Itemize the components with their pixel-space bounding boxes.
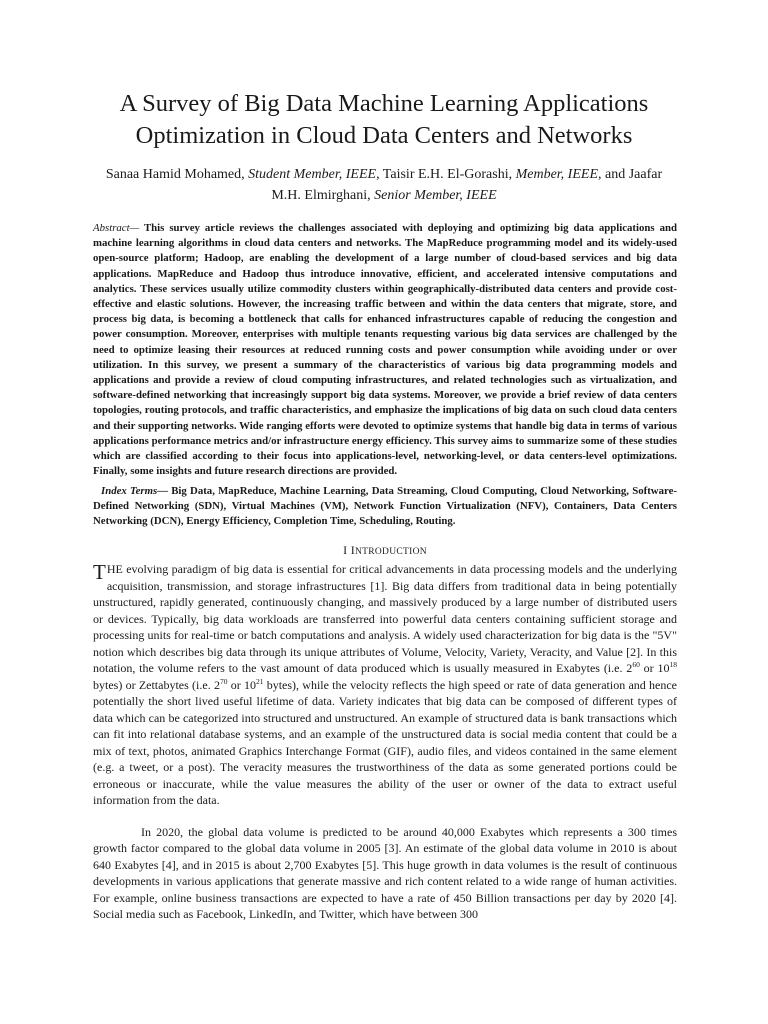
abstract — [93, 221, 677, 479]
author-2-role: Member, IEEE — [515, 167, 598, 182]
section-title: NTRODUCTION — [355, 547, 427, 557]
paragraph-text: or 10 — [639, 661, 670, 675]
section-number: I — [343, 543, 351, 557]
section-heading — [93, 543, 677, 559]
superscript: 70 — [219, 676, 228, 686]
author-3: M.H. Elmirghani, — [271, 188, 371, 203]
superscript: 21 — [255, 676, 264, 686]
author-2: , Taisir E.H. El-Gorashi, — [376, 167, 513, 182]
abstract-text: This survey article reviews the challenges associated with deploying and optimizing big data applications and machine learning algorithms in cloud data centers and networks. The MapReduce programming model and its widely-used open-source platform; Hadoop, are enabling the development of a large number of cloud-based services and big data applications. MapReduce and Hadoop thus introduce innovative, efficient, and accelerated intensive computations and analytics. These services usually utilize commodity clusters within geographically-distributed data centers and provide cost-effective and elastic solutions. However, the increasing traffic between and within the data centers that migrate, store, and process big data, is becoming a bottleneck that calls for enhanced infrastructures capable of reducing the congestion and power consumption. Moreover, enterprises with multiple tenants requesting various big data services are challenged by the need to optimize leasing their resources at reduced running costs and power consumption while avoiding under or over utilization. In this survey, we present a summary of the characteristics of various big data programming models and applications and provide a review of cloud computing infrastructures, and related technologies such as virtualization, and software-defined networking that increasingly support big data systems. Moreover, we provide a brief review of data centers topologies, routing protocols, and traffic characteristics, and emphasize the implications of big data on such cloud data centers and their supporting networks. Wide ranging efforts were devoted to optimize systems that handle big data in terms of various applications performance metrics and/or infrastructure energy efficiency. This survey aims to summarize some of these studies which are classified according to their focus into applications-level, networking-level, or data centers-level optimizations. Finally, some insights and future research directions are provided. — [93, 222, 677, 478]
title-line-1: A Survey of Big Data Machine Learning Applications — [119, 90, 649, 117]
superscript: 18 — [669, 660, 677, 669]
introduction-body — [93, 561, 677, 923]
author-list — [80, 164, 688, 206]
index-terms — [93, 484, 677, 530]
paragraph — [93, 561, 677, 809]
paragraph-text: bytes) or Zettabytes (i.e. 2 — [93, 677, 220, 692]
title-line-2: Optimization in Cloud Data Centers and Networks — [135, 122, 633, 149]
author-1: Sanaa Hamid Mohamed, — [105, 167, 245, 182]
author-3-role: Senior Member, IEEE — [374, 188, 497, 203]
paragraph-text: bytes), while the velocity reflects the high speed or rate of data generation and hence potentially the short lived useful lifetime of data. Variety indicates that big data can be composed of different types of data which can be categorized into structured and unstructured. An example of structured data is bank transactions which can fit into relational database systems, and an example of the unstructured data is social media content that could be a mix of text, photos, animated Graphics Interchange Format (GIF), audio files, and videos contained in the same element (e.g. a tweet, or a post). The veracity measures the trustworthiness of the data as some generated portions could be erroneous or inaccurate, while the value measures the ability of the user or owner of the data to extract useful information from the data. — [93, 677, 677, 807]
abstract-label: Abstract— — [93, 222, 140, 234]
superscript: 60 — [632, 660, 640, 669]
drop-cap: T — [93, 560, 106, 584]
paragraph-text: or 10 — [227, 677, 256, 692]
author-3-prefix: , and Jaafar — [598, 167, 663, 182]
paper-title — [60, 88, 708, 152]
index-terms-text: Big Data, MapReduce, Machine Learning, Data Streaming, Cloud Computing, Cloud Networking, Software-Defined Networking (SDN), Virtual Machines (VM), Network Function Virtualization (NFV), Containers, Data Centers Networking (DCN), Energy Efficiency, Completion Time, Scheduling, Routing. — [93, 485, 677, 528]
index-terms-label: Index Terms— — [101, 485, 168, 497]
paragraph: In 2020, the global data volume is predicted to be around 40,000 Exabytes which represents a 300 times growth factor compared to the global data volume in 2005 [3]. An estimate of the global data volume in 2010 is about 640 Exabytes [4], and in 2015 is about 2,700 Exabytes [5]. This huge growth in data volumes is the result of continuous developments in various applications that generate massive and rich content related to a wide range of human activities. For example, online business transactions are expected to have a rate of 450 Billion transactions per day by 2020 [4]. Social media such as Facebook, LinkedIn, and Twitter, which have between 300 — [93, 824, 677, 921]
paragraph-text: HE evolving paradigm of big data is essential for critical advancements in data processing models and the underlying acquisition, transmission, and storage infrastructures [1]. Big data differs from traditional data in being potentially unstructured, rapidly generated, continuously changing, and massively produced by a large number of distributed users or devices. Typically, big data workloads are transferred into powerful data centers containing sufficient storage and processing units for real-time or batch computations and analysis. A widely used characterization for big data is the "5V" notion which describes big data through its unique attributes of Volume, Velocity, Variety, Veracity, and Value [2]. In this notation, the volume refers to the vast amount of data produced which is usually measured in Exabytes (i.e. 2 — [93, 562, 677, 675]
author-1-role: Student Member, IEEE — [248, 167, 377, 182]
section-initial: I — [350, 543, 355, 557]
